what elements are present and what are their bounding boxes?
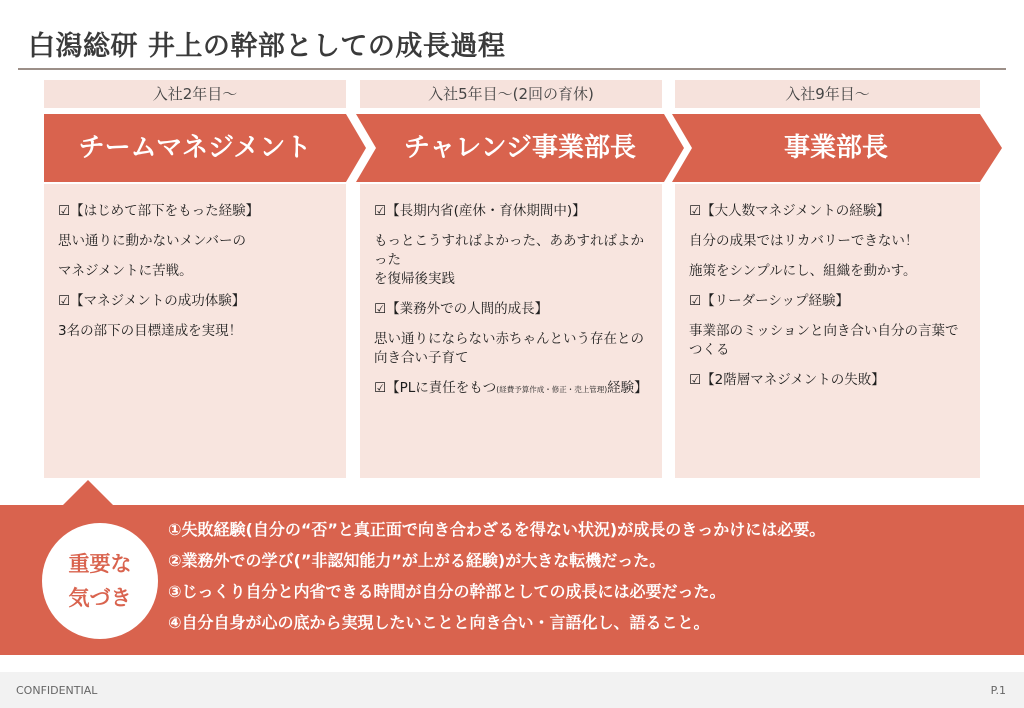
card-1-line-4: ☑【マネジメントの成功体験】 [58, 293, 246, 309]
phase-card-2 [360, 184, 662, 478]
card-1-line-1: ☑【はじめて部下をもった経験】 [58, 203, 260, 219]
footer-bar [0, 672, 1024, 708]
year-tab-2: 入社5年目〜(2回の育休) [360, 80, 662, 108]
phase-label-3: 事業部長 [783, 133, 888, 163]
phase-card-3 [675, 184, 980, 478]
card-3-line-4: ☑【リーダーシップ経験】 [689, 293, 850, 309]
phase-arrow-1 [44, 114, 366, 182]
insight-item-2: ②業務外での学び(”非認知能力”が上がる経験)が大きな転機だった。 [168, 551, 666, 570]
phase-arrow-2 [356, 114, 684, 182]
insight-item-3: ③じっくり自分と内省できる時間が自分の幹部としての成長には必要だった。 [168, 582, 726, 601]
card-2-line-5-prefix: ☑【PLに責任をもつ [374, 380, 497, 396]
card-2-line-5-note: (経費予算作成・修正・売上管理) [496, 385, 608, 394]
year-tab-3: 入社9年目〜 [675, 80, 980, 108]
page-number: P.1 [990, 684, 1006, 697]
card-3-line-1: ☑【大人数マネジメントの経験】 [689, 203, 890, 219]
card-2-line-2: もっとこうすればよかった、ああすればよかった を復帰後実践 [374, 233, 644, 287]
insight-pointer [62, 480, 114, 506]
insight-badge-line-2: 気づき [68, 586, 132, 610]
phase-label-1: チームマネジメント [78, 133, 312, 163]
confidential-label: CONFIDENTIAL [16, 684, 98, 697]
insight-badge [42, 523, 158, 639]
phase-label-2: チャレンジ事業部長 [404, 133, 636, 163]
card-2-line-4: 思い通りにならない赤ちゃんという存在との 向き合い子育て [374, 331, 644, 366]
card-3-line-3: 施策をシンプルにし、組織を動かす。 [689, 263, 917, 279]
card-2-line-5-suffix: 経験】 [607, 380, 648, 396]
insight-item-4: ④自分自身が心の底から実現したいことと向き合い・言語化し、語ること。 [168, 613, 710, 632]
insight-item-1: ①失敗経験(自分の“否”と真正面で向き合わざるを得ない状況)が成長のきっかけには必要。 [168, 520, 826, 539]
card-3-line-6: ☑【2階層マネジメントの失敗】 [689, 372, 885, 388]
card-2-line-3: ☑【業務外での人間的成長】 [374, 301, 549, 317]
page-title: 白潟総研 井上の幹部としての成長過程 [28, 31, 506, 62]
card-2-line-5 [374, 379, 652, 399]
insight-badge-line-1: 重要な [68, 552, 132, 576]
phase-card-1 [44, 184, 346, 478]
title-divider [18, 68, 1006, 70]
insight-list [168, 514, 825, 638]
phase-arrow-3 [672, 114, 1002, 182]
card-1-line-5: 3名の部下の目標達成を実現！ [58, 323, 243, 339]
year-tab-1: 入社2年目〜 [44, 80, 346, 108]
card-3-line-5: 事業部のミッションと向き合い自分の言葉で つくる [689, 323, 959, 358]
card-3-line-2: 自分の成果ではリカバリーできない！ [689, 233, 919, 249]
card-1-line-3: マネジメントに苦戦。 [58, 263, 193, 279]
card-2-line-1: ☑【長期内省(産休・育休期間中)】 [374, 203, 586, 219]
card-1-line-2: 思い通りに動かないメンバーの [58, 233, 247, 249]
